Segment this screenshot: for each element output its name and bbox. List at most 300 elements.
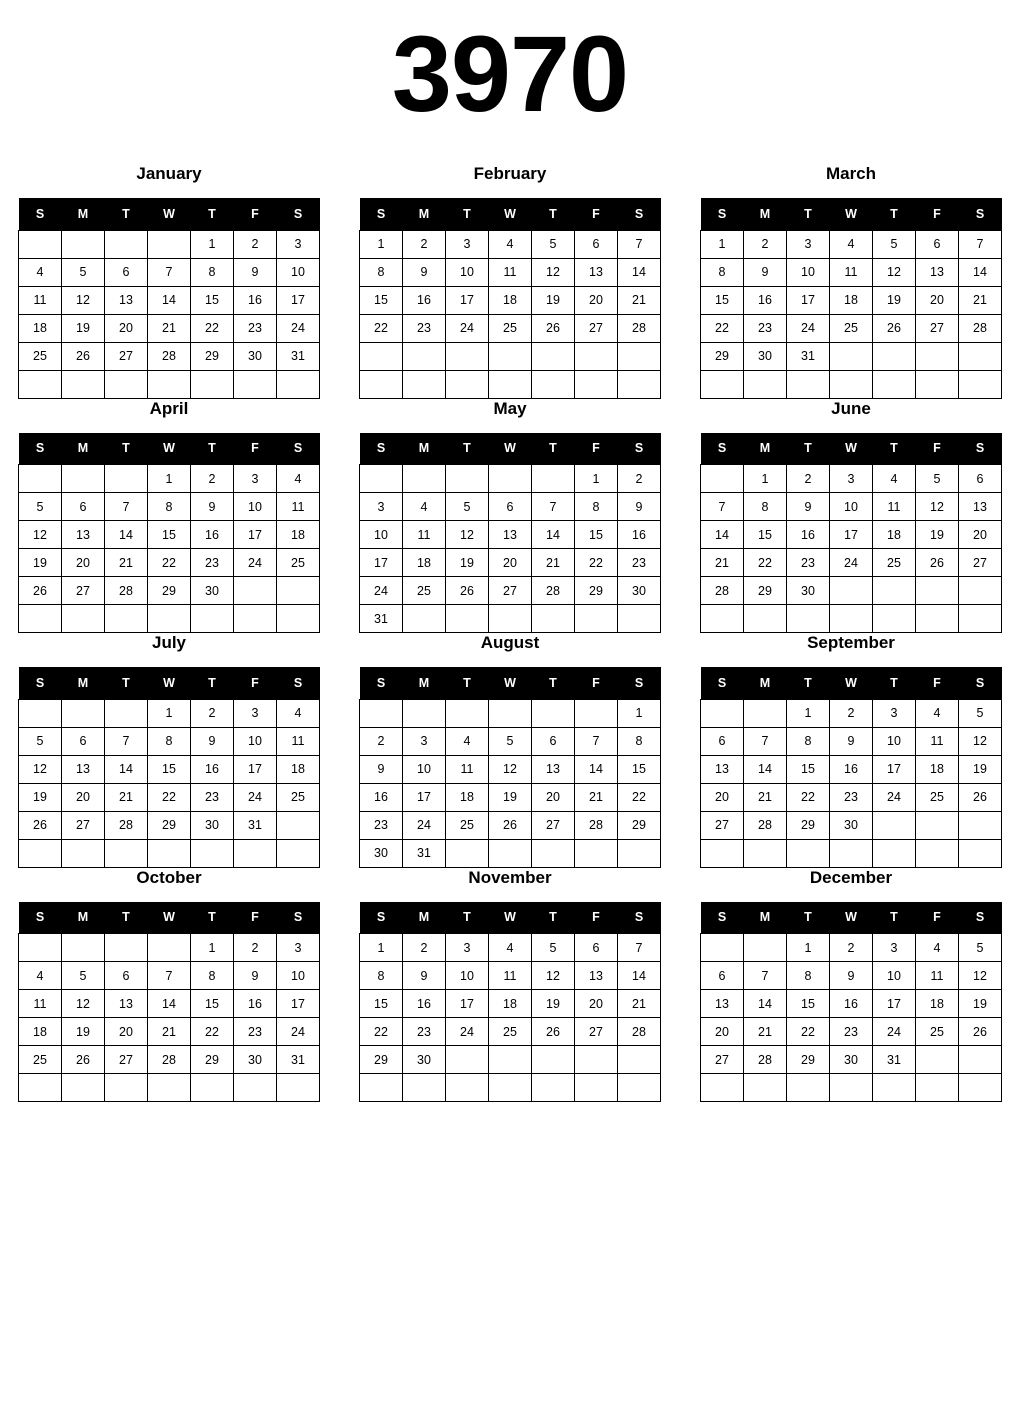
- day-cell[interactable]: 23: [787, 549, 830, 577]
- day-cell[interactable]: 13: [105, 286, 148, 314]
- day-cell[interactable]: 22: [191, 314, 234, 342]
- day-cell[interactable]: 21: [744, 783, 787, 811]
- day-cell[interactable]: 1: [787, 699, 830, 727]
- day-cell[interactable]: 26: [19, 811, 62, 839]
- day-cell[interactable]: 10: [873, 727, 916, 755]
- day-cell[interactable]: 12: [959, 962, 1002, 990]
- day-cell[interactable]: 13: [701, 990, 744, 1018]
- day-cell[interactable]: 18: [489, 990, 532, 1018]
- day-cell[interactable]: 8: [360, 258, 403, 286]
- day-cell[interactable]: 1: [191, 934, 234, 962]
- day-cell[interactable]: 14: [701, 521, 744, 549]
- day-cell[interactable]: 16: [403, 286, 446, 314]
- day-cell[interactable]: 6: [532, 727, 575, 755]
- day-cell[interactable]: 24: [403, 811, 446, 839]
- day-cell[interactable]: 26: [959, 783, 1002, 811]
- day-cell[interactable]: 12: [62, 286, 105, 314]
- day-cell[interactable]: 25: [19, 1046, 62, 1074]
- day-cell[interactable]: 7: [105, 727, 148, 755]
- day-cell[interactable]: 27: [575, 314, 618, 342]
- day-cell[interactable]: 7: [618, 934, 661, 962]
- day-cell[interactable]: 10: [830, 493, 873, 521]
- day-cell[interactable]: 12: [873, 258, 916, 286]
- day-cell[interactable]: 23: [360, 811, 403, 839]
- day-cell[interactable]: 17: [403, 783, 446, 811]
- day-cell[interactable]: 20: [575, 286, 618, 314]
- day-cell[interactable]: 19: [489, 783, 532, 811]
- day-cell[interactable]: 3: [446, 934, 489, 962]
- day-cell[interactable]: 29: [191, 342, 234, 370]
- day-cell[interactable]: 2: [191, 465, 234, 493]
- day-cell[interactable]: 3: [234, 465, 277, 493]
- day-cell[interactable]: 12: [532, 962, 575, 990]
- day-cell[interactable]: 24: [787, 314, 830, 342]
- day-cell[interactable]: 3: [277, 934, 320, 962]
- day-cell[interactable]: 29: [701, 342, 744, 370]
- day-cell[interactable]: 22: [575, 549, 618, 577]
- day-cell[interactable]: 16: [787, 521, 830, 549]
- day-cell[interactable]: 14: [105, 755, 148, 783]
- day-cell[interactable]: 28: [105, 811, 148, 839]
- day-cell[interactable]: 23: [403, 314, 446, 342]
- day-cell[interactable]: 10: [446, 962, 489, 990]
- day-cell[interactable]: 11: [916, 962, 959, 990]
- day-cell[interactable]: 14: [105, 521, 148, 549]
- day-cell[interactable]: 21: [959, 286, 1002, 314]
- day-cell[interactable]: 10: [234, 727, 277, 755]
- day-cell[interactable]: 28: [701, 577, 744, 605]
- day-cell[interactable]: 5: [959, 699, 1002, 727]
- day-cell[interactable]: 22: [744, 549, 787, 577]
- day-cell[interactable]: 4: [277, 465, 320, 493]
- day-cell[interactable]: 12: [916, 493, 959, 521]
- day-cell[interactable]: 8: [360, 962, 403, 990]
- day-cell[interactable]: 26: [916, 549, 959, 577]
- day-cell[interactable]: 4: [873, 465, 916, 493]
- day-cell[interactable]: 27: [62, 577, 105, 605]
- day-cell[interactable]: 30: [191, 811, 234, 839]
- day-cell[interactable]: 29: [191, 1046, 234, 1074]
- day-cell[interactable]: 11: [489, 258, 532, 286]
- day-cell[interactable]: 29: [148, 811, 191, 839]
- day-cell[interactable]: 1: [360, 934, 403, 962]
- day-cell[interactable]: 28: [744, 811, 787, 839]
- day-cell[interactable]: 2: [618, 465, 661, 493]
- day-cell[interactable]: 12: [532, 258, 575, 286]
- day-cell[interactable]: 26: [873, 314, 916, 342]
- day-cell[interactable]: 24: [277, 1018, 320, 1046]
- day-cell[interactable]: 25: [277, 549, 320, 577]
- day-cell[interactable]: 18: [403, 549, 446, 577]
- day-cell[interactable]: 15: [148, 521, 191, 549]
- day-cell[interactable]: 6: [62, 727, 105, 755]
- day-cell[interactable]: 6: [959, 465, 1002, 493]
- day-cell[interactable]: 6: [62, 493, 105, 521]
- day-cell[interactable]: 19: [959, 755, 1002, 783]
- day-cell[interactable]: 8: [744, 493, 787, 521]
- day-cell[interactable]: 23: [830, 783, 873, 811]
- day-cell[interactable]: 7: [744, 962, 787, 990]
- day-cell[interactable]: 19: [19, 783, 62, 811]
- day-cell[interactable]: 29: [787, 1046, 830, 1074]
- day-cell[interactable]: 3: [234, 699, 277, 727]
- day-cell[interactable]: 10: [873, 962, 916, 990]
- day-cell[interactable]: 13: [959, 493, 1002, 521]
- day-cell[interactable]: 14: [618, 962, 661, 990]
- day-cell[interactable]: 28: [618, 314, 661, 342]
- day-cell[interactable]: 26: [62, 1046, 105, 1074]
- day-cell[interactable]: 22: [360, 314, 403, 342]
- day-cell[interactable]: 4: [916, 934, 959, 962]
- day-cell[interactable]: 30: [191, 577, 234, 605]
- day-cell[interactable]: 21: [105, 549, 148, 577]
- day-cell[interactable]: 26: [959, 1018, 1002, 1046]
- day-cell[interactable]: 23: [403, 1018, 446, 1046]
- day-cell[interactable]: 11: [403, 521, 446, 549]
- day-cell[interactable]: 28: [575, 811, 618, 839]
- day-cell[interactable]: 4: [19, 258, 62, 286]
- day-cell[interactable]: 17: [873, 990, 916, 1018]
- day-cell[interactable]: 17: [873, 755, 916, 783]
- day-cell[interactable]: 29: [360, 1046, 403, 1074]
- day-cell[interactable]: 2: [830, 934, 873, 962]
- day-cell[interactable]: 20: [62, 549, 105, 577]
- day-cell[interactable]: 21: [618, 990, 661, 1018]
- day-cell[interactable]: 11: [489, 962, 532, 990]
- day-cell[interactable]: 4: [489, 230, 532, 258]
- day-cell[interactable]: 14: [618, 258, 661, 286]
- day-cell[interactable]: 12: [959, 727, 1002, 755]
- day-cell[interactable]: 17: [787, 286, 830, 314]
- day-cell[interactable]: 19: [19, 549, 62, 577]
- day-cell[interactable]: 6: [489, 493, 532, 521]
- day-cell[interactable]: 27: [575, 1018, 618, 1046]
- day-cell[interactable]: 22: [787, 1018, 830, 1046]
- day-cell[interactable]: 15: [360, 286, 403, 314]
- day-cell[interactable]: 8: [787, 962, 830, 990]
- day-cell[interactable]: 1: [191, 230, 234, 258]
- day-cell[interactable]: 25: [446, 811, 489, 839]
- day-cell[interactable]: 29: [787, 811, 830, 839]
- day-cell[interactable]: 7: [148, 962, 191, 990]
- day-cell[interactable]: 19: [916, 521, 959, 549]
- day-cell[interactable]: 11: [873, 493, 916, 521]
- day-cell[interactable]: 3: [277, 230, 320, 258]
- day-cell[interactable]: 27: [62, 811, 105, 839]
- day-cell[interactable]: 7: [744, 727, 787, 755]
- day-cell[interactable]: 12: [62, 990, 105, 1018]
- day-cell[interactable]: 20: [105, 1018, 148, 1046]
- day-cell[interactable]: 23: [191, 549, 234, 577]
- day-cell[interactable]: 14: [744, 755, 787, 783]
- day-cell[interactable]: 27: [532, 811, 575, 839]
- day-cell[interactable]: 4: [446, 727, 489, 755]
- day-cell[interactable]: 22: [360, 1018, 403, 1046]
- day-cell[interactable]: 5: [62, 258, 105, 286]
- day-cell[interactable]: 21: [105, 783, 148, 811]
- day-cell[interactable]: 10: [360, 521, 403, 549]
- day-cell[interactable]: 2: [830, 699, 873, 727]
- day-cell[interactable]: 20: [959, 521, 1002, 549]
- day-cell[interactable]: 16: [191, 521, 234, 549]
- day-cell[interactable]: 9: [830, 727, 873, 755]
- day-cell[interactable]: 21: [744, 1018, 787, 1046]
- day-cell[interactable]: 28: [105, 577, 148, 605]
- day-cell[interactable]: 5: [916, 465, 959, 493]
- day-cell[interactable]: 8: [148, 727, 191, 755]
- day-cell[interactable]: 23: [744, 314, 787, 342]
- day-cell[interactable]: 9: [191, 493, 234, 521]
- day-cell[interactable]: 23: [234, 314, 277, 342]
- day-cell[interactable]: 2: [403, 230, 446, 258]
- day-cell[interactable]: 13: [62, 521, 105, 549]
- day-cell[interactable]: 27: [701, 1046, 744, 1074]
- day-cell[interactable]: 4: [830, 230, 873, 258]
- day-cell[interactable]: 9: [191, 727, 234, 755]
- day-cell[interactable]: 23: [618, 549, 661, 577]
- day-cell[interactable]: 29: [575, 577, 618, 605]
- day-cell[interactable]: 5: [959, 934, 1002, 962]
- day-cell[interactable]: 18: [873, 521, 916, 549]
- day-cell[interactable]: 19: [532, 286, 575, 314]
- day-cell[interactable]: 20: [701, 783, 744, 811]
- day-cell[interactable]: 30: [744, 342, 787, 370]
- day-cell[interactable]: 3: [787, 230, 830, 258]
- day-cell[interactable]: 3: [403, 727, 446, 755]
- day-cell[interactable]: 27: [105, 342, 148, 370]
- day-cell[interactable]: 17: [446, 286, 489, 314]
- day-cell[interactable]: 28: [148, 342, 191, 370]
- day-cell[interactable]: 10: [234, 493, 277, 521]
- day-cell[interactable]: 20: [916, 286, 959, 314]
- day-cell[interactable]: 21: [532, 549, 575, 577]
- day-cell[interactable]: 24: [830, 549, 873, 577]
- day-cell[interactable]: 6: [701, 727, 744, 755]
- day-cell[interactable]: 7: [701, 493, 744, 521]
- day-cell[interactable]: 13: [575, 258, 618, 286]
- day-cell[interactable]: 24: [234, 783, 277, 811]
- day-cell[interactable]: 17: [830, 521, 873, 549]
- day-cell[interactable]: 16: [234, 990, 277, 1018]
- day-cell[interactable]: 15: [787, 990, 830, 1018]
- day-cell[interactable]: 31: [360, 605, 403, 633]
- day-cell[interactable]: 15: [701, 286, 744, 314]
- day-cell[interactable]: 5: [19, 727, 62, 755]
- day-cell[interactable]: 1: [148, 699, 191, 727]
- day-cell[interactable]: 15: [787, 755, 830, 783]
- day-cell[interactable]: 27: [916, 314, 959, 342]
- day-cell[interactable]: 19: [959, 990, 1002, 1018]
- day-cell[interactable]: 6: [105, 962, 148, 990]
- day-cell[interactable]: 7: [532, 493, 575, 521]
- day-cell[interactable]: 11: [830, 258, 873, 286]
- day-cell[interactable]: 16: [191, 755, 234, 783]
- day-cell[interactable]: 9: [830, 962, 873, 990]
- day-cell[interactable]: 19: [873, 286, 916, 314]
- day-cell[interactable]: 28: [618, 1018, 661, 1046]
- day-cell[interactable]: 21: [575, 783, 618, 811]
- day-cell[interactable]: 2: [234, 934, 277, 962]
- day-cell[interactable]: 16: [744, 286, 787, 314]
- day-cell[interactable]: 28: [744, 1046, 787, 1074]
- day-cell[interactable]: 8: [787, 727, 830, 755]
- day-cell[interactable]: 22: [618, 783, 661, 811]
- day-cell[interactable]: 20: [62, 783, 105, 811]
- day-cell[interactable]: 7: [959, 230, 1002, 258]
- day-cell[interactable]: 2: [744, 230, 787, 258]
- day-cell[interactable]: 5: [532, 230, 575, 258]
- day-cell[interactable]: 3: [873, 934, 916, 962]
- day-cell[interactable]: 10: [403, 755, 446, 783]
- day-cell[interactable]: 18: [277, 755, 320, 783]
- day-cell[interactable]: 26: [532, 1018, 575, 1046]
- day-cell[interactable]: 31: [277, 1046, 320, 1074]
- day-cell[interactable]: 25: [489, 1018, 532, 1046]
- day-cell[interactable]: 20: [701, 1018, 744, 1046]
- day-cell[interactable]: 11: [446, 755, 489, 783]
- day-cell[interactable]: 15: [191, 990, 234, 1018]
- day-cell[interactable]: 14: [532, 521, 575, 549]
- day-cell[interactable]: 1: [575, 465, 618, 493]
- day-cell[interactable]: 27: [701, 811, 744, 839]
- day-cell[interactable]: 30: [403, 1046, 446, 1074]
- day-cell[interactable]: 2: [787, 465, 830, 493]
- day-cell[interactable]: 25: [830, 314, 873, 342]
- day-cell[interactable]: 15: [360, 990, 403, 1018]
- day-cell[interactable]: 4: [916, 699, 959, 727]
- day-cell[interactable]: 9: [360, 755, 403, 783]
- day-cell[interactable]: 13: [532, 755, 575, 783]
- day-cell[interactable]: 24: [446, 1018, 489, 1046]
- day-cell[interactable]: 17: [234, 755, 277, 783]
- day-cell[interactable]: 17: [360, 549, 403, 577]
- day-cell[interactable]: 25: [873, 549, 916, 577]
- day-cell[interactable]: 28: [148, 1046, 191, 1074]
- day-cell[interactable]: 19: [62, 314, 105, 342]
- day-cell[interactable]: 18: [489, 286, 532, 314]
- day-cell[interactable]: 26: [489, 811, 532, 839]
- day-cell[interactable]: 8: [575, 493, 618, 521]
- day-cell[interactable]: 25: [19, 342, 62, 370]
- day-cell[interactable]: 2: [191, 699, 234, 727]
- day-cell[interactable]: 1: [787, 934, 830, 962]
- day-cell[interactable]: 4: [489, 934, 532, 962]
- day-cell[interactable]: 14: [148, 286, 191, 314]
- day-cell[interactable]: 31: [234, 811, 277, 839]
- day-cell[interactable]: 26: [62, 342, 105, 370]
- day-cell[interactable]: 26: [19, 577, 62, 605]
- day-cell[interactable]: 28: [532, 577, 575, 605]
- day-cell[interactable]: 21: [618, 286, 661, 314]
- day-cell[interactable]: 14: [575, 755, 618, 783]
- day-cell[interactable]: 17: [277, 990, 320, 1018]
- day-cell[interactable]: 30: [234, 1046, 277, 1074]
- day-cell[interactable]: 9: [234, 962, 277, 990]
- day-cell[interactable]: 27: [489, 577, 532, 605]
- day-cell[interactable]: 2: [234, 230, 277, 258]
- day-cell[interactable]: 5: [873, 230, 916, 258]
- day-cell[interactable]: 24: [446, 314, 489, 342]
- day-cell[interactable]: 6: [105, 258, 148, 286]
- day-cell[interactable]: 15: [618, 755, 661, 783]
- day-cell[interactable]: 3: [446, 230, 489, 258]
- day-cell[interactable]: 17: [277, 286, 320, 314]
- day-cell[interactable]: 1: [148, 465, 191, 493]
- day-cell[interactable]: 17: [446, 990, 489, 1018]
- day-cell[interactable]: 30: [830, 1046, 873, 1074]
- day-cell[interactable]: 15: [191, 286, 234, 314]
- day-cell[interactable]: 22: [148, 549, 191, 577]
- day-cell[interactable]: 18: [446, 783, 489, 811]
- day-cell[interactable]: 9: [403, 258, 446, 286]
- day-cell[interactable]: 22: [701, 314, 744, 342]
- day-cell[interactable]: 14: [148, 990, 191, 1018]
- day-cell[interactable]: 16: [403, 990, 446, 1018]
- day-cell[interactable]: 30: [618, 577, 661, 605]
- day-cell[interactable]: 21: [701, 549, 744, 577]
- day-cell[interactable]: 12: [19, 755, 62, 783]
- day-cell[interactable]: 2: [360, 727, 403, 755]
- day-cell[interactable]: 31: [403, 839, 446, 867]
- day-cell[interactable]: 6: [575, 934, 618, 962]
- day-cell[interactable]: 7: [148, 258, 191, 286]
- day-cell[interactable]: 30: [234, 342, 277, 370]
- day-cell[interactable]: 9: [787, 493, 830, 521]
- day-cell[interactable]: 20: [489, 549, 532, 577]
- day-cell[interactable]: 29: [148, 577, 191, 605]
- day-cell[interactable]: 31: [277, 342, 320, 370]
- day-cell[interactable]: 19: [62, 1018, 105, 1046]
- day-cell[interactable]: 18: [19, 314, 62, 342]
- day-cell[interactable]: 23: [234, 1018, 277, 1046]
- day-cell[interactable]: 3: [830, 465, 873, 493]
- day-cell[interactable]: 29: [618, 811, 661, 839]
- day-cell[interactable]: 4: [277, 699, 320, 727]
- day-cell[interactable]: 12: [19, 521, 62, 549]
- day-cell[interactable]: 10: [446, 258, 489, 286]
- day-cell[interactable]: 26: [532, 314, 575, 342]
- day-cell[interactable]: 5: [62, 962, 105, 990]
- day-cell[interactable]: 25: [916, 1018, 959, 1046]
- day-cell[interactable]: 16: [830, 755, 873, 783]
- day-cell[interactable]: 13: [62, 755, 105, 783]
- day-cell[interactable]: 5: [446, 493, 489, 521]
- day-cell[interactable]: 11: [277, 493, 320, 521]
- day-cell[interactable]: 18: [916, 755, 959, 783]
- day-cell[interactable]: 1: [618, 699, 661, 727]
- day-cell[interactable]: 6: [575, 230, 618, 258]
- day-cell[interactable]: 20: [105, 314, 148, 342]
- day-cell[interactable]: 17: [234, 521, 277, 549]
- day-cell[interactable]: 8: [148, 493, 191, 521]
- day-cell[interactable]: 30: [360, 839, 403, 867]
- day-cell[interactable]: 11: [19, 286, 62, 314]
- day-cell[interactable]: 5: [489, 727, 532, 755]
- day-cell[interactable]: 25: [277, 783, 320, 811]
- day-cell[interactable]: 23: [830, 1018, 873, 1046]
- day-cell[interactable]: 16: [360, 783, 403, 811]
- day-cell[interactable]: 18: [830, 286, 873, 314]
- day-cell[interactable]: 24: [873, 1018, 916, 1046]
- day-cell[interactable]: 23: [191, 783, 234, 811]
- day-cell[interactable]: 15: [575, 521, 618, 549]
- day-cell[interactable]: 13: [105, 990, 148, 1018]
- day-cell[interactable]: 29: [744, 577, 787, 605]
- day-cell[interactable]: 16: [830, 990, 873, 1018]
- day-cell[interactable]: 14: [744, 990, 787, 1018]
- day-cell[interactable]: 25: [916, 783, 959, 811]
- day-cell[interactable]: 13: [489, 521, 532, 549]
